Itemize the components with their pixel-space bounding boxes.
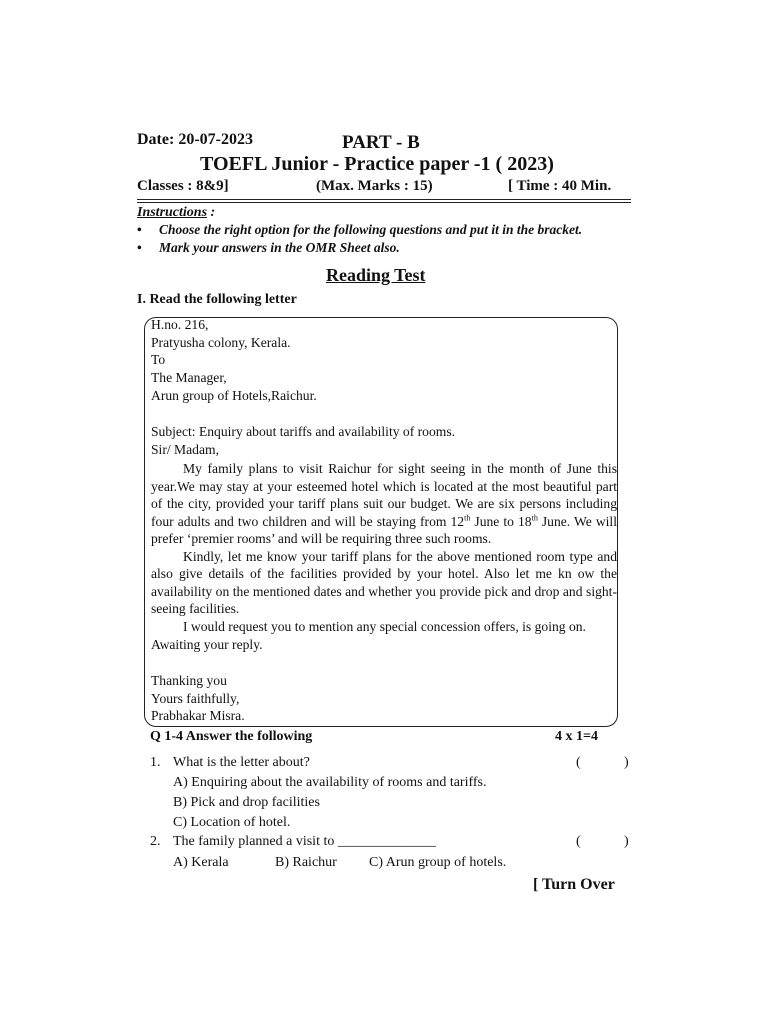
max-marks: (Max. Marks : 15) (316, 178, 433, 194)
address-line: Pratyusha colony, Kerala. (151, 335, 291, 350)
turn-over: [ Turn Over (533, 876, 615, 893)
letter-salutation: Sir/ Madam, (151, 442, 219, 457)
answer-bracket-open: ( (576, 834, 581, 849)
classes: Classes : 8&9] (137, 178, 229, 194)
date: Date: 20-07-2023 (137, 131, 253, 148)
address-line: To (151, 352, 166, 367)
letter-closing: Thanking you (151, 673, 227, 688)
question-number: 2. (150, 834, 161, 849)
instructions-heading: Instructions : (137, 205, 216, 220)
letter-closing: Yours faithfully, (151, 691, 240, 706)
section-title: Reading Test (326, 265, 426, 285)
option: B) Raichur (275, 855, 337, 870)
answer-bracket-open: ( (576, 755, 581, 770)
letter-paragraph: I would request you to mention any special concession offers, is going on. (183, 618, 586, 634)
option: C) Arun group of hotels. (369, 855, 507, 870)
time-limit: [ Time : 40 Min. (508, 178, 612, 194)
option: A) Enquiring about the availability of rooms and tariffs. (173, 775, 487, 790)
questions-heading: Q 1-4 Answer the following (150, 729, 313, 744)
letter-awaiting: Awaiting your reply. (151, 637, 263, 652)
instruction-item: • Mark your answers in the OMR Sheet also. (137, 240, 400, 255)
question-text: What is the letter about? (173, 755, 310, 770)
letter-body (151, 460, 617, 635)
question-heading: I. Read the following letter (137, 292, 297, 307)
letter-paragraph: My family plans to visit Raichur for sight seeing in the month of June this year.We may stay at your esteemed hotel which is located at the most beautiful part of the city, provided your tariff plans suit our budget. We are six persons including four adults and two children and will be staying from 12th June to 18th June. We will prefer ‘premier rooms’ and will be requiring three such rooms. (151, 461, 617, 546)
bullet-icon: • (137, 222, 142, 237)
bullet-icon: • (137, 240, 142, 255)
question-number: 1. (150, 755, 161, 770)
address-line: The Manager, (151, 370, 227, 385)
part-label: PART - B (342, 132, 420, 153)
question-text: The family planned a visit to ______________ (173, 834, 436, 849)
option: C) Location of hotel. (173, 815, 291, 830)
instruction-item: • Choose the right option for the following questions and put it in the bracket. (137, 222, 583, 237)
header-rule-top (137, 199, 631, 200)
answer-bracket-close: ) (624, 755, 629, 770)
option: A) Kerala (173, 855, 229, 870)
address-line: Arun group of Hotels,Raichur. (151, 388, 317, 403)
letter-subject: Subject: Enquiry about tariffs and availability of rooms. (151, 424, 456, 439)
option: B) Pick and drop facilities (173, 795, 320, 810)
answer-bracket-close: ) (624, 834, 629, 849)
header-rule-bottom (137, 202, 631, 203)
paper-title: TOEFL Junior - Practice paper -1 ( 2023) (200, 153, 554, 175)
letter-signature: Prabhakar Misra. (151, 708, 245, 723)
letter-paragraph: Kindly, let me know your tariff plans for the above mentioned room type and also give details of the facilities provided by your hotel. Also let me kn ow the availability on the mentioned dates and whether you provide pick and drop and sight-seeing facilities. (151, 548, 617, 616)
address-line: H.no. 216, (151, 317, 209, 332)
questions-marks: 4 x 1=4 (555, 729, 598, 744)
